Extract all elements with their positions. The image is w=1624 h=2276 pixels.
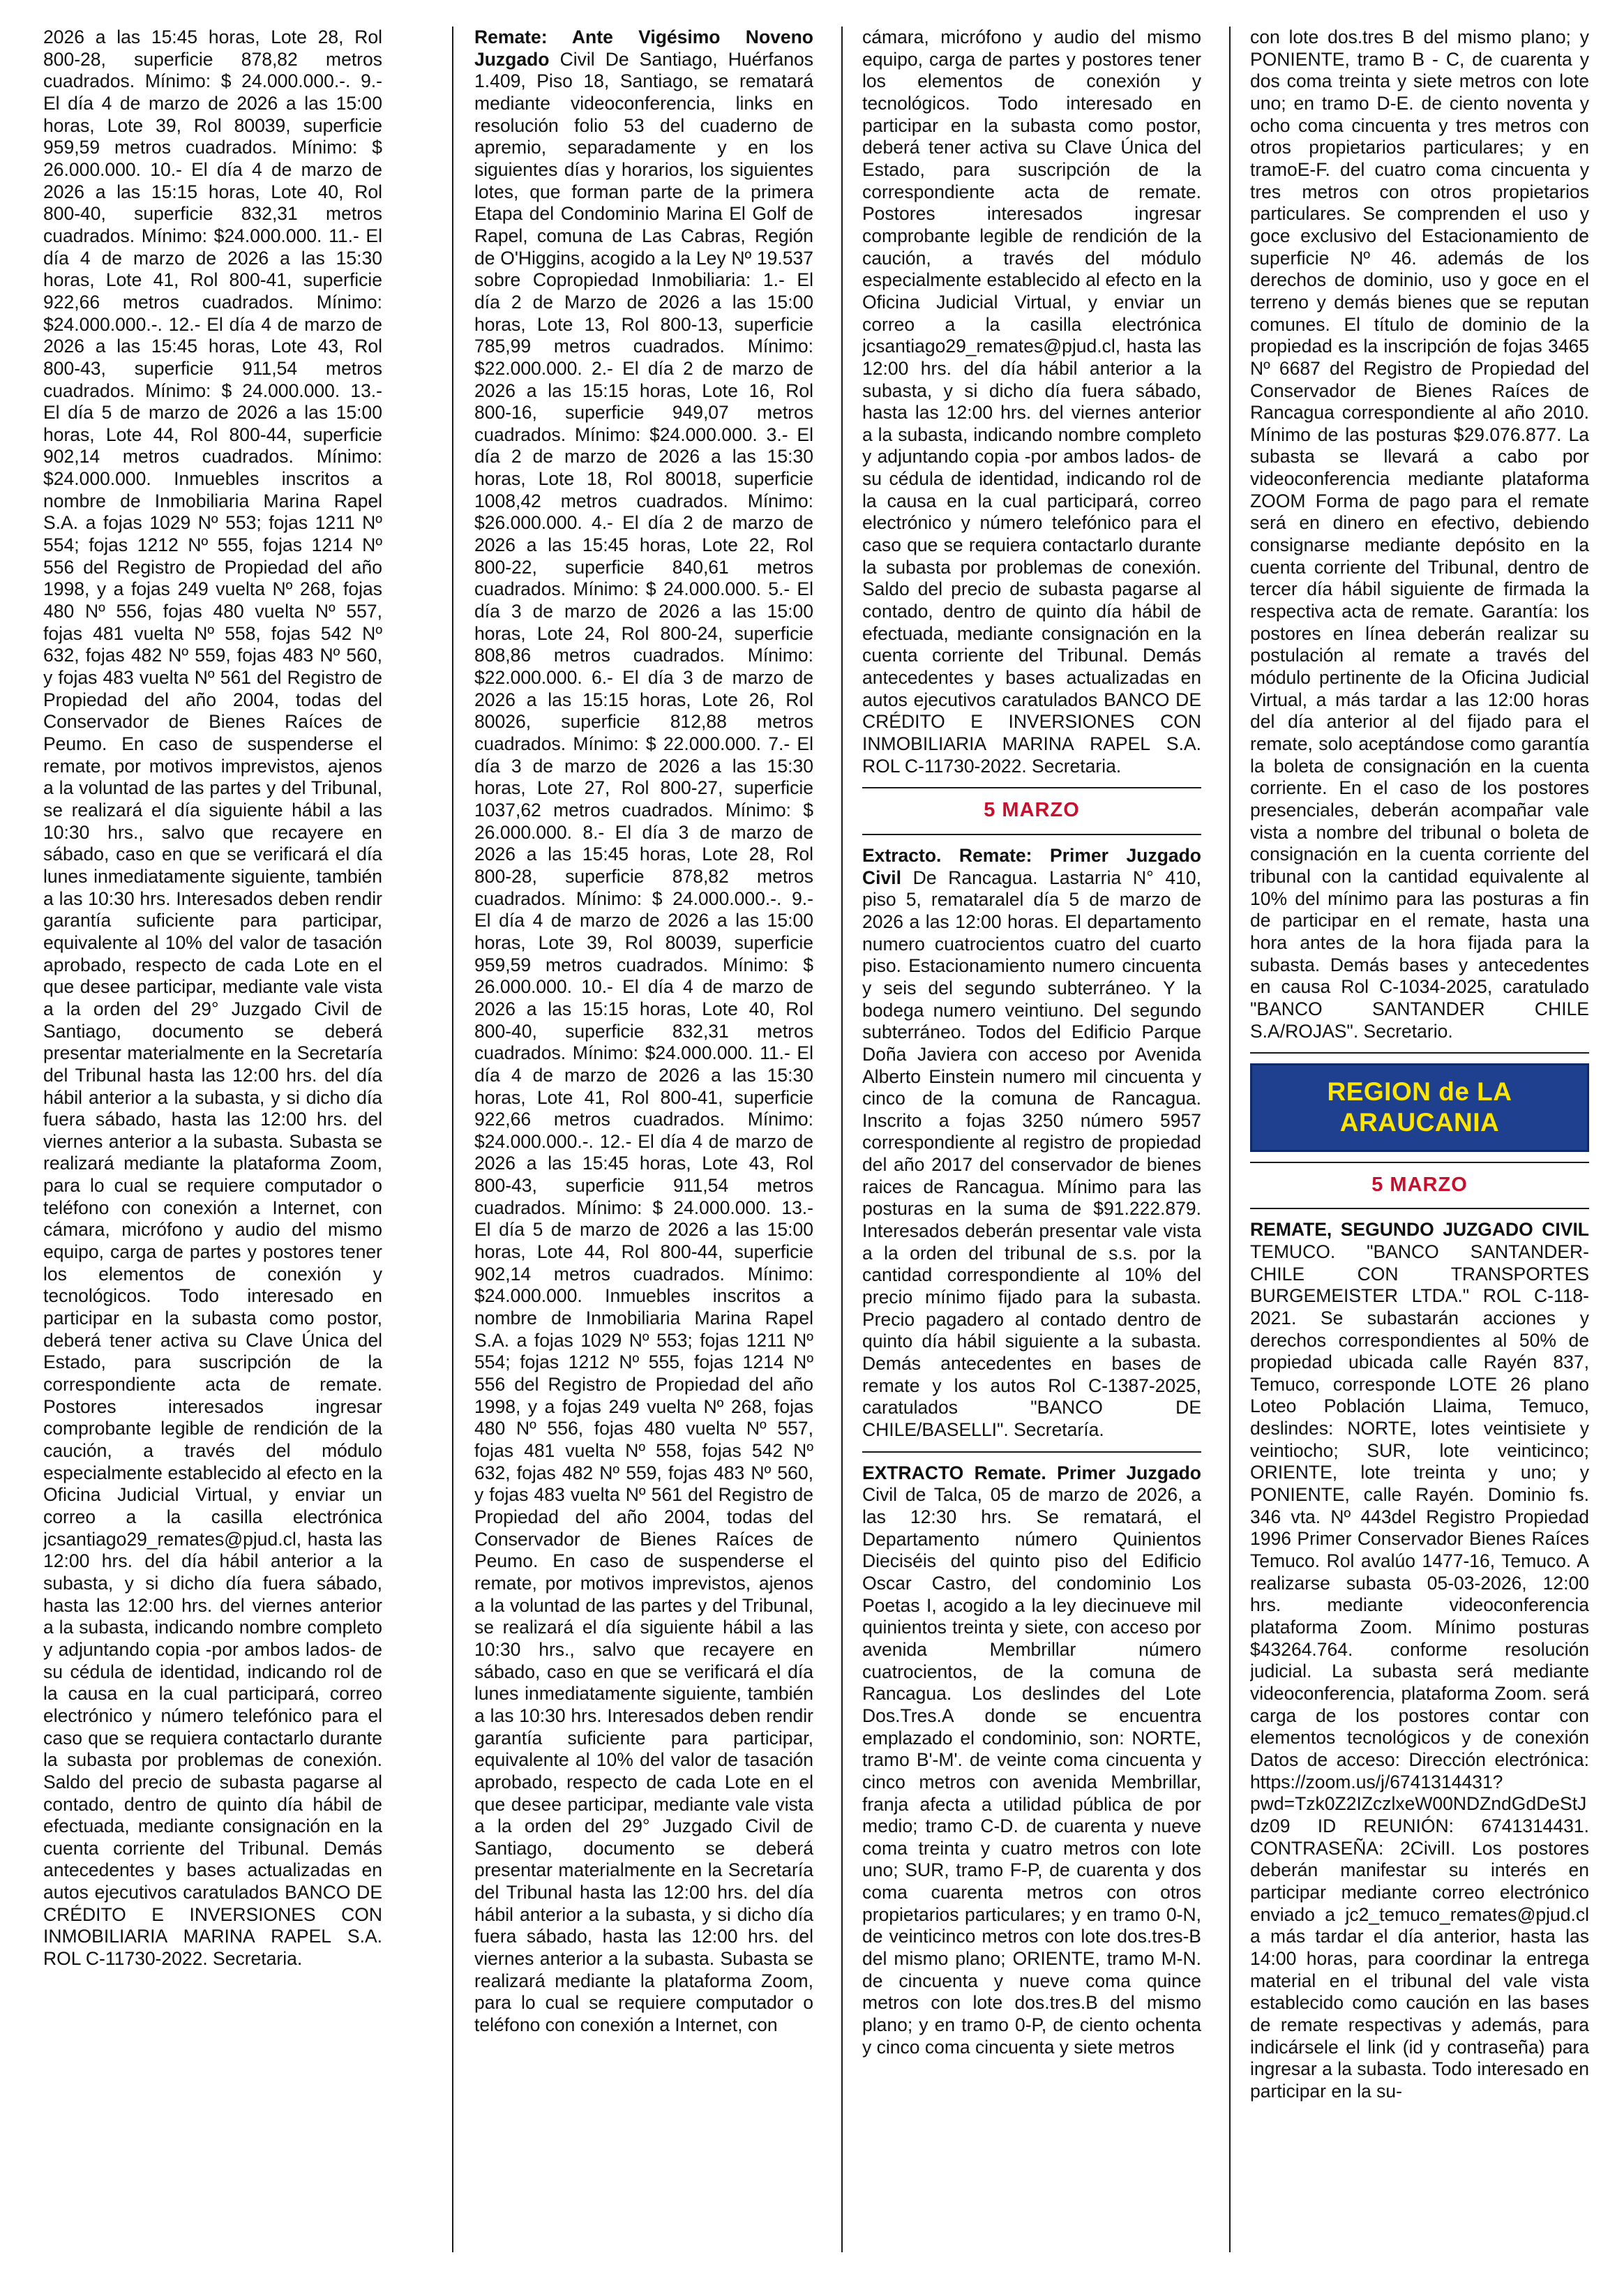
column-1: [43, 27, 382, 2252]
column-divider: [841, 27, 843, 2252]
region-banner: REGION de LA ARAUCANIA: [1250, 1063, 1589, 1151]
column-3: [862, 27, 1201, 2252]
notice-body: TEMUCO. "BANCO SANTANDER-CHILE CON TRANSPORTES BURGEMEISTER LTDA." ROL C-118-2021. Se subastarán acciones y derechos correspondientes al 50% de propiedad ubicada calle Rayén 837, Temuco, corresponde LOTE 26 plano Loteo Población Llaima, Temuco, deslindes: NORTE, lotes veintisiete y veintiocho; SUR, lote veinticinco; ORIENTE, lote treinta y uno; y PONIENTE, calle Rayén. Dominio fs. 346 vta. Nº 443del Registro Propiedad 1996 Primer Conservador Bienes Raíces Temuco. Rol avalúo 1477-16, Temuco. A realizarse subasta 05-03-2026, 12:00 hrs. mediante videoconferencia plataforma Zoom. Mínimo posturas $43264.764. conforme resolución judicial. La subasta será mediante videoconferencia, plataforma Zoom. será carga de los postores contar con elementos tecnológicos y de conexión Datos de acceso: Dirección electrónica: https://zoom.us/j/6741314431?pwd=Tzk0Z2IZczlxeW00NDZndGdDeStJdz09 ID REUNIÓN: 6741314431. CONTRASEÑA: 2CivilI. Los postores deberán manifestar su interés en participar mediante correo electrónico enviado a jc2_temuco_remates@pjud.cl a más tardar el día anterior, hasta las 14:00 horas, para coordinar la entrega material en el tribunal del vale vista establecido como caución en las bases de remate respectivas y además, para indicársele el link (id y contraseña) para ingresar a la subasta. Todo interesado en participar en la su-: [1250, 1241, 1589, 2102]
column-4: [1250, 27, 1589, 2252]
notice-continuation-text: 2026 a las 15:45 horas, Lote 28, Rol 800-28, superficie 878,82 metros cuadrados. Mínimo: $ 24.000.000.-. 9.- El día 4 de marzo de 2026 a las 15:00 horas, Lote 39, Rol 80039, superficie 959,59 metros cuadrados. Mínimo: $ 26.000.000. 10.- El día 4 de marzo de 2026 a las 15:15 horas, Lote 40, Rol 800-40, superficie 832,31 metros cuadrados. Mínimo: $24.000.000. 11.- El día 4 de marzo de 2026 a las 15:30 horas, Lote 41, Rol 800-41, superficie 922,66 metros cuadrados. Mínimo: $24.000.000.-. 12.- El día 4 de marzo de 2026 a las 15:45 horas, Lote 43, Rol 800-43, superficie 911,54 metros cuadrados. Mínimo: $ 24.000.000. 13.- El día 5 de marzo de 2026 a las 15:00 horas, Lote 44, Rol 800-44, superficie 902,14 metros cuadrados. Mínimo: $24.000.000. Inmuebles inscritos a nombre de Inmobiliaria Marina Rapel S.A. a fojas 1029 Nº 553; fojas 1211 Nº 554; fojas 1212 Nº 555, fojas 1214 Nº 556 del Registro de Propiedad del año 1998, y a fojas 249 vuelta Nº 268, fojas 480 Nº 556, fojas 480 vuelta Nº 557, fojas 481 vuelta Nº 558, fojas 542 Nº 632, fojas 482 Nº 559, fojas 483 Nº 560, y fojas 483 vuelta Nº 561 del Registro de Propiedad del año 2004, todas del Conservador de Bienes Raíces de Peumo. En caso de suspenderse el remate, por motivos imprevistos, ajenos a la voluntad de las partes y del Tribunal, se realizará el día siguiente hábil a las 10:30 hrs., salvo que recayere en sábado, caso en que se verificará el día lunes inmediatamente siguiente, también a las 10:30 hrs. Interesados deben rendir garantía suficiente para participar, equivalente al 10% del valor de tasación aprobado, respecto de cada Lote en el que desee participar, mediante vale vista a la orden del 29° Juzgado Civil de Santiago, documento se deberá presentar materialmente en la Secretaría del Tribunal hasta las 12:00 hrs. del día hábil anterior a la subasta, y si dicho día fuera sábado, hasta las 12:00 hrs. del viernes anterior a la subasta. Subasta se realizará mediante la plataforma Zoom, para lo cual se requiere computador o teléfono con conexión a Internet, con cámara, micrófono y audio del mismo equipo, carga de partes y postores tener los elementos de conexión y tecnológicos. Todo interesado en participar en la subasta como postor, deberá tener activa su Clave Única del Estado, para suscripción de la correspondiente acta de remate. Postores interesados ingresar comprobante legible de rendición de la caución, a través del módulo especialmente establecido al efecto en la Oficina Judicial Virtual, y enviar un correo a la casilla electrónica jcsantiago29_remates@pjud.cl, hasta las 12:00 hrs. del día hábil anterior a la subasta, y si dicho día fuera sábado, hasta las 12:00 hrs. del viernes anterior a la subasta, indicando nombre completo y adjuntando copia -por ambos lados- de su cédula de identidad, indicando rol de la causa en la cual participará, correo electrónico y número telefónico para el caso que se requiera contactarlo durante la subasta por problemas de conexión. Saldo del precio de subasta pagarse al contado, dentro de quinto día hábil de efectuada, mediante consignación en la cuenta corriente del Tribunal. Demás antecedentes y bases actualizadas en autos ejecutivos caratulados BANCO DE CRÉDITO E INVERSIONES CON INMOBILIARIA MARINA RAPEL S.A. ROL C-11730-2022. Secretaria.: [43, 27, 382, 1970]
notice-lead: Extracto. Remate: Primer Juzgado Civil: [862, 844, 1201, 888]
section-divider: [862, 787, 1201, 788]
date-header: 5 MARZO: [984, 799, 1080, 822]
notice-continuation-text: cámara, micrófono y audio del mismo equipo, carga de partes y postores tener los elementos de conexión y tecnológicos. Todo interesado en participar en la subasta como postor, deberá tener activa su Clave Única del Estado, para suscripción de la correspondiente acta de remate. Postores interesados ingresar comprobante legible de rendición de la caución, a través del módulo especialmente establecido al efecto en la Oficina Judicial Virtual, y enviar un correo a la casilla electrónica jcsantiago29_remates@pjud.cl, hasta las 12:00 hrs. del día hábil anterior a la subasta, y si dicho día fuera sábado, hasta las 12:00 hrs. del viernes anterior a la subasta, indicando nombre completo y adjuntando copia -por ambos lados- de su cédula de identidad, indicando rol de la causa en la cual participará, correo electrónico y número telefónico para el caso que se requiera contactarlo durante la subasta por problemas de conexión. Saldo del precio de subasta pagarse al contado, dentro de quinto día hábil de efectuada, mediante consignación en la cuenta corriente del Tribunal. Demás antecedentes y bases actualizadas en autos ejecutivos caratulados BANCO DE CRÉDITO E INVERSIONES CON INMOBILIARIA MARINA RAPEL S.A. ROL C-11730-2022. Secretaria.: [862, 27, 1201, 777]
notice-remate-vigesimo-noveno: [474, 27, 813, 2037]
section-divider: [862, 1451, 1201, 1453]
notice-lead: Remate: Ante Vigésimo Noveno Juzgado: [474, 27, 813, 70]
column-2: [474, 27, 813, 2252]
date-header: 5 MARZO: [1371, 1173, 1468, 1196]
notice-temuco: [1250, 1219, 1589, 2102]
notice-body: Civil de Talca, 05 de marzo de 2026, a las 12:30 hrs. Se rematará, el Departamento número Quinientos Dieciséis del quinto piso del Edificio Oscar Castro, del condominio Los Poetas I, acogido a la ley diecinueve mil quinientos treinta y siete, con acceso por avenida Membrillar número cuatrocientos, de la comuna de Rancagua. Los deslindes del Lote Dos.Tres.A donde se encuentra emplazado el condominio, son: NORTE, tramo B'-M'. de veinte coma cincuenta y cinco metros con avenida Membrillar, franja afecta a utilidad pública de por medio; tramo C-D. de cuarenta y nueve coma treinta y cuatro metros con lote uno; SUR, tramo F-P, de cuarenta y dos coma cuarenta metros con otros propietarios particulares; y en tramo 0-N, de veinticinco metros con lote dos.tres-B del mismo plano; ORIENTE, tramo M-N. de cincuenta y nueve coma quince metros con lote dos.tres.B del mismo plano; y en tramo 0-P, de ciento ochenta y cinco coma cincuenta y siete metros: [862, 1484, 1201, 2058]
notice-lead: REMATE, SEGUNDO JUZGADO CIVIL: [1250, 1219, 1589, 1241]
notice-continuation-text: con lote dos.tres B del mismo plano; y PONIENTE, tramo B - C, de cuarenta y dos coma treinta y siete metros con lote uno; en tramo D-E. de ciento noventa y ocho coma cincuenta y tres metros con otros propietarios particulares; y en tramoE-F. del cuatro coma cincuenta y tres metros con otros propietarios particulares. Se comprenden el uso y goce exclusivo del Estacionamiento de superficie Nº 46. además de los derechos de dominio, uso y goce en el terreno y demás bienes que se reputan comunes. El título de dominio de la propiedad es la inscripción de fojas 3465 Nº 6687 del Registro de Propiedad del Conservador de Bienes Raíces de Rancagua correspondiente al año 2010. Mínimo de las posturas $29.076.877. La subasta se llevará a cabo por videoconferencia mediante plataforma ZOOM Forma de pago para el remate será en dinero en efectivo, debiendo consignarse mediante depósito en la cuenta corriente del Tribunal, dentro de tercer día hábil siguiente de firmada la respectiva acta de remate. Garantía: los postores en línea deberán realizar su postulación al remate a través del módulo pertinente de la Oficina Judicial Virtual, a más tardar a las 12:00 horas del día anterior al del fijado para el remate, solo aceptándose como garantía la boleta de consignación en la cuenta corriente. En el caso de los postores presenciales, deberán acompañar vale vista a nombre del tribunal o boleta de consignación en la cuenta corriente del tribunal con la cantidad equivalente al 10% del mínimo para las posturas a fin de participar en el remate, hasta una hora antes de la hora fijada para la subasta. Demás bases y antecedentes en causa Rol C-1034-2025, caratulado "BANCO SANTANDER CHILE S.A/ROJAS". Secretario.: [1250, 27, 1589, 1042]
notice-body: Civil De Santiago, Huérfanos 1.409, Piso 18, Santiago, se rematará mediante videoconferencia, links en resolución folio 53 del cuaderno de apremio, separadamente y en los siguientes días y horarios, los siguientes lotes, que forman parte de la primera Etapa del Condominio Marina El Golf de Rapel, comuna de Las Cabras, Región de O'Higgins, acogido a la Ley Nº 19.537 sobre Copropiedad Inmobiliaria: 1.- El día 2 de Marzo de 2026 a las 15:00 horas, Lote 13, Rol 800-13, superficie 785,99 metros cuadrados. Mínimo: $22.000.000. 2.- El día 2 de marzo de 2026 a las 15:15 horas, Lote 16, Rol 800-16, superficie 949,07 metros cuadrados. Mínimo: $24.000.000. 3.- El día 2 de marzo de 2026 a las 15:30 horas, Lote 18, Rol 80018, superficie 1008,42 metros cuadrados. Mínimo: $26.000.000. 4.- El día 2 de marzo de 2026 a las 15:45 horas, Lote 22, Rol 800-22, superficie 840,61 metros cuadrados. Mínimo: $ 24.000.000. 5.- El día 3 de marzo de 2026 a las 15:00 horas, Lote 24, Rol 800-24, superficie 808,86 metros cuadrados. Mínimo: $22.000.000. 6.- El día 3 de marzo de 2026 a las 15:15 horas, Lote 26, Rol 80026, superficie 812,88 metros cuadrados. Mínimo: $ 22.000.000. 7.- El día 3 de marzo de 2026 a las 15:30 horas, Lote 27, Rol 800-27, superficie 1037,62 metros cuadrados. Mínimo: $ 26.000.000. 8.- El día 3 de marzo de 2026 a las 15:45 horas, Lote 28, Rol 800-28, superficie 878,82 metros cuadrados. Mínimo: $ 24.000.000.-. 9.- El día 4 de marzo de 2026 a las 15:00 horas, Lote 39, Rol 80039, superficie 959,59 metros cuadrados. Mínimo: $ 26.000.000. 10.- El día 4 de marzo de 2026 a las 15:15 horas, Lote 40, Rol 800-40, superficie 832,31 metros cuadrados. Mínimo: $24.000.000. 11.- El día 4 de marzo de 2026 a las 15:30 horas, Lote 41, Rol 800-41, superficie 922,66 metros cuadrados. Mínimo: $24.000.000.-. 12.- El día 4 de marzo de 2026 a las 15:45 horas, Lote 43, Rol 800-43, superficie 911,54 metros cuadrados. Mínimo: $ 24.000.000. 13.- El día 5 de marzo de 2026 a las 15:00 horas, Lote 44, Rol 800-44, superficie 902,14 metros cuadrados. Mínimo: $24.000.000. Inmuebles inscritos a nombre de Inmobiliaria Marina Rapel S.A. a fojas 1029 Nº 553; fojas 1211 Nº 554; fojas 1212 Nº 555, fojas 1214 Nº 556 del Registro de Propiedad del año 1998, y a fojas 249 vuelta Nº 268, fojas 480 Nº 556, fojas 480 vuelta Nº 557, fojas 481 vuelta Nº 558, fojas 542 Nº 632, fojas 482 Nº 559, fojas 483 Nº 560, y fojas 483 vuelta Nº 561 del Registro de Propiedad del año 2004, todas del Conservador de Bienes Raíces de Peumo. En caso de suspenderse el remate, por motivos imprevistos, ajenos a la voluntad de las partes y del Tribunal, se realizará el día siguiente hábil a las 10:30 hrs., salvo que recayere en sábado, caso en que se verificará el día lunes inmediatamente siguiente, también a las 10:30 hrs. Interesados deben rendir garantía suficiente para participar, equivalente al 10% del valor de tasación aprobado, respecto de cada Lote en el que desee participar, mediante vale vista a la orden del 29° Juzgado Civil de Santiago, documento se deberá presentar materialmente en la Secretaría del Tribunal hasta las 12:00 hrs. del día hábil anterior a la subasta, y si dicho día fuera sábado, hasta las 12:00 hrs. del viernes anterior a la subasta. Subasta se realizará mediante la plataforma Zoom, para lo cual se requiere computador o teléfono con conexión a Internet, con: [474, 48, 813, 2036]
notice-lead: EXTRACTO Remate. Primer Juzgado: [862, 1462, 1201, 1483]
notice-talca: [862, 1462, 1201, 2059]
section-divider: [1250, 1162, 1589, 1163]
notice-body: De Rancagua. Lastarria N° 410, piso 5, remataralel día 5 de marzo de 2026 a las 12:00 horas. El departamento numero cuatrocientos cuatro del cuarto piso. Estacionamiento numero cincuenta y seis del segundo subterráneo. Y la bodega numero veintiuno. Del segundo subterráneo. Todos del Edificio Parque Doña Javiera con acceso por Avenida Alberto Einstein numero mil cincuenta y cinco de la comuna de Rancagua. Inscrito a fojas 3250 número 5957 correspondiente al registro de propiedad del año 2017 del conservador de bienes raices de Rancagua. Mínimo para las posturas en la suma de $91.222.879. Interesados deberán presentar vale vista a la orden del tribunal de s.s. por la cantidad correspondiente al 10% del precio mínimo fijado para la subasta. Precio pagadero al contado dentro de quinto día hábil siguiente a la subasta. Demás antecedentes en bases de remate y los autos Rol C-1387-2025, caratulados "BANCO DE CHILE/BASELLI". Secretaría.: [862, 867, 1201, 1441]
section-divider: [1250, 1052, 1589, 1054]
column-divider: [452, 27, 453, 2252]
section-divider: [862, 834, 1201, 835]
section-divider: [1250, 1208, 1589, 1209]
notice-rancagua: [862, 845, 1201, 1442]
column-divider: [1229, 27, 1231, 2252]
